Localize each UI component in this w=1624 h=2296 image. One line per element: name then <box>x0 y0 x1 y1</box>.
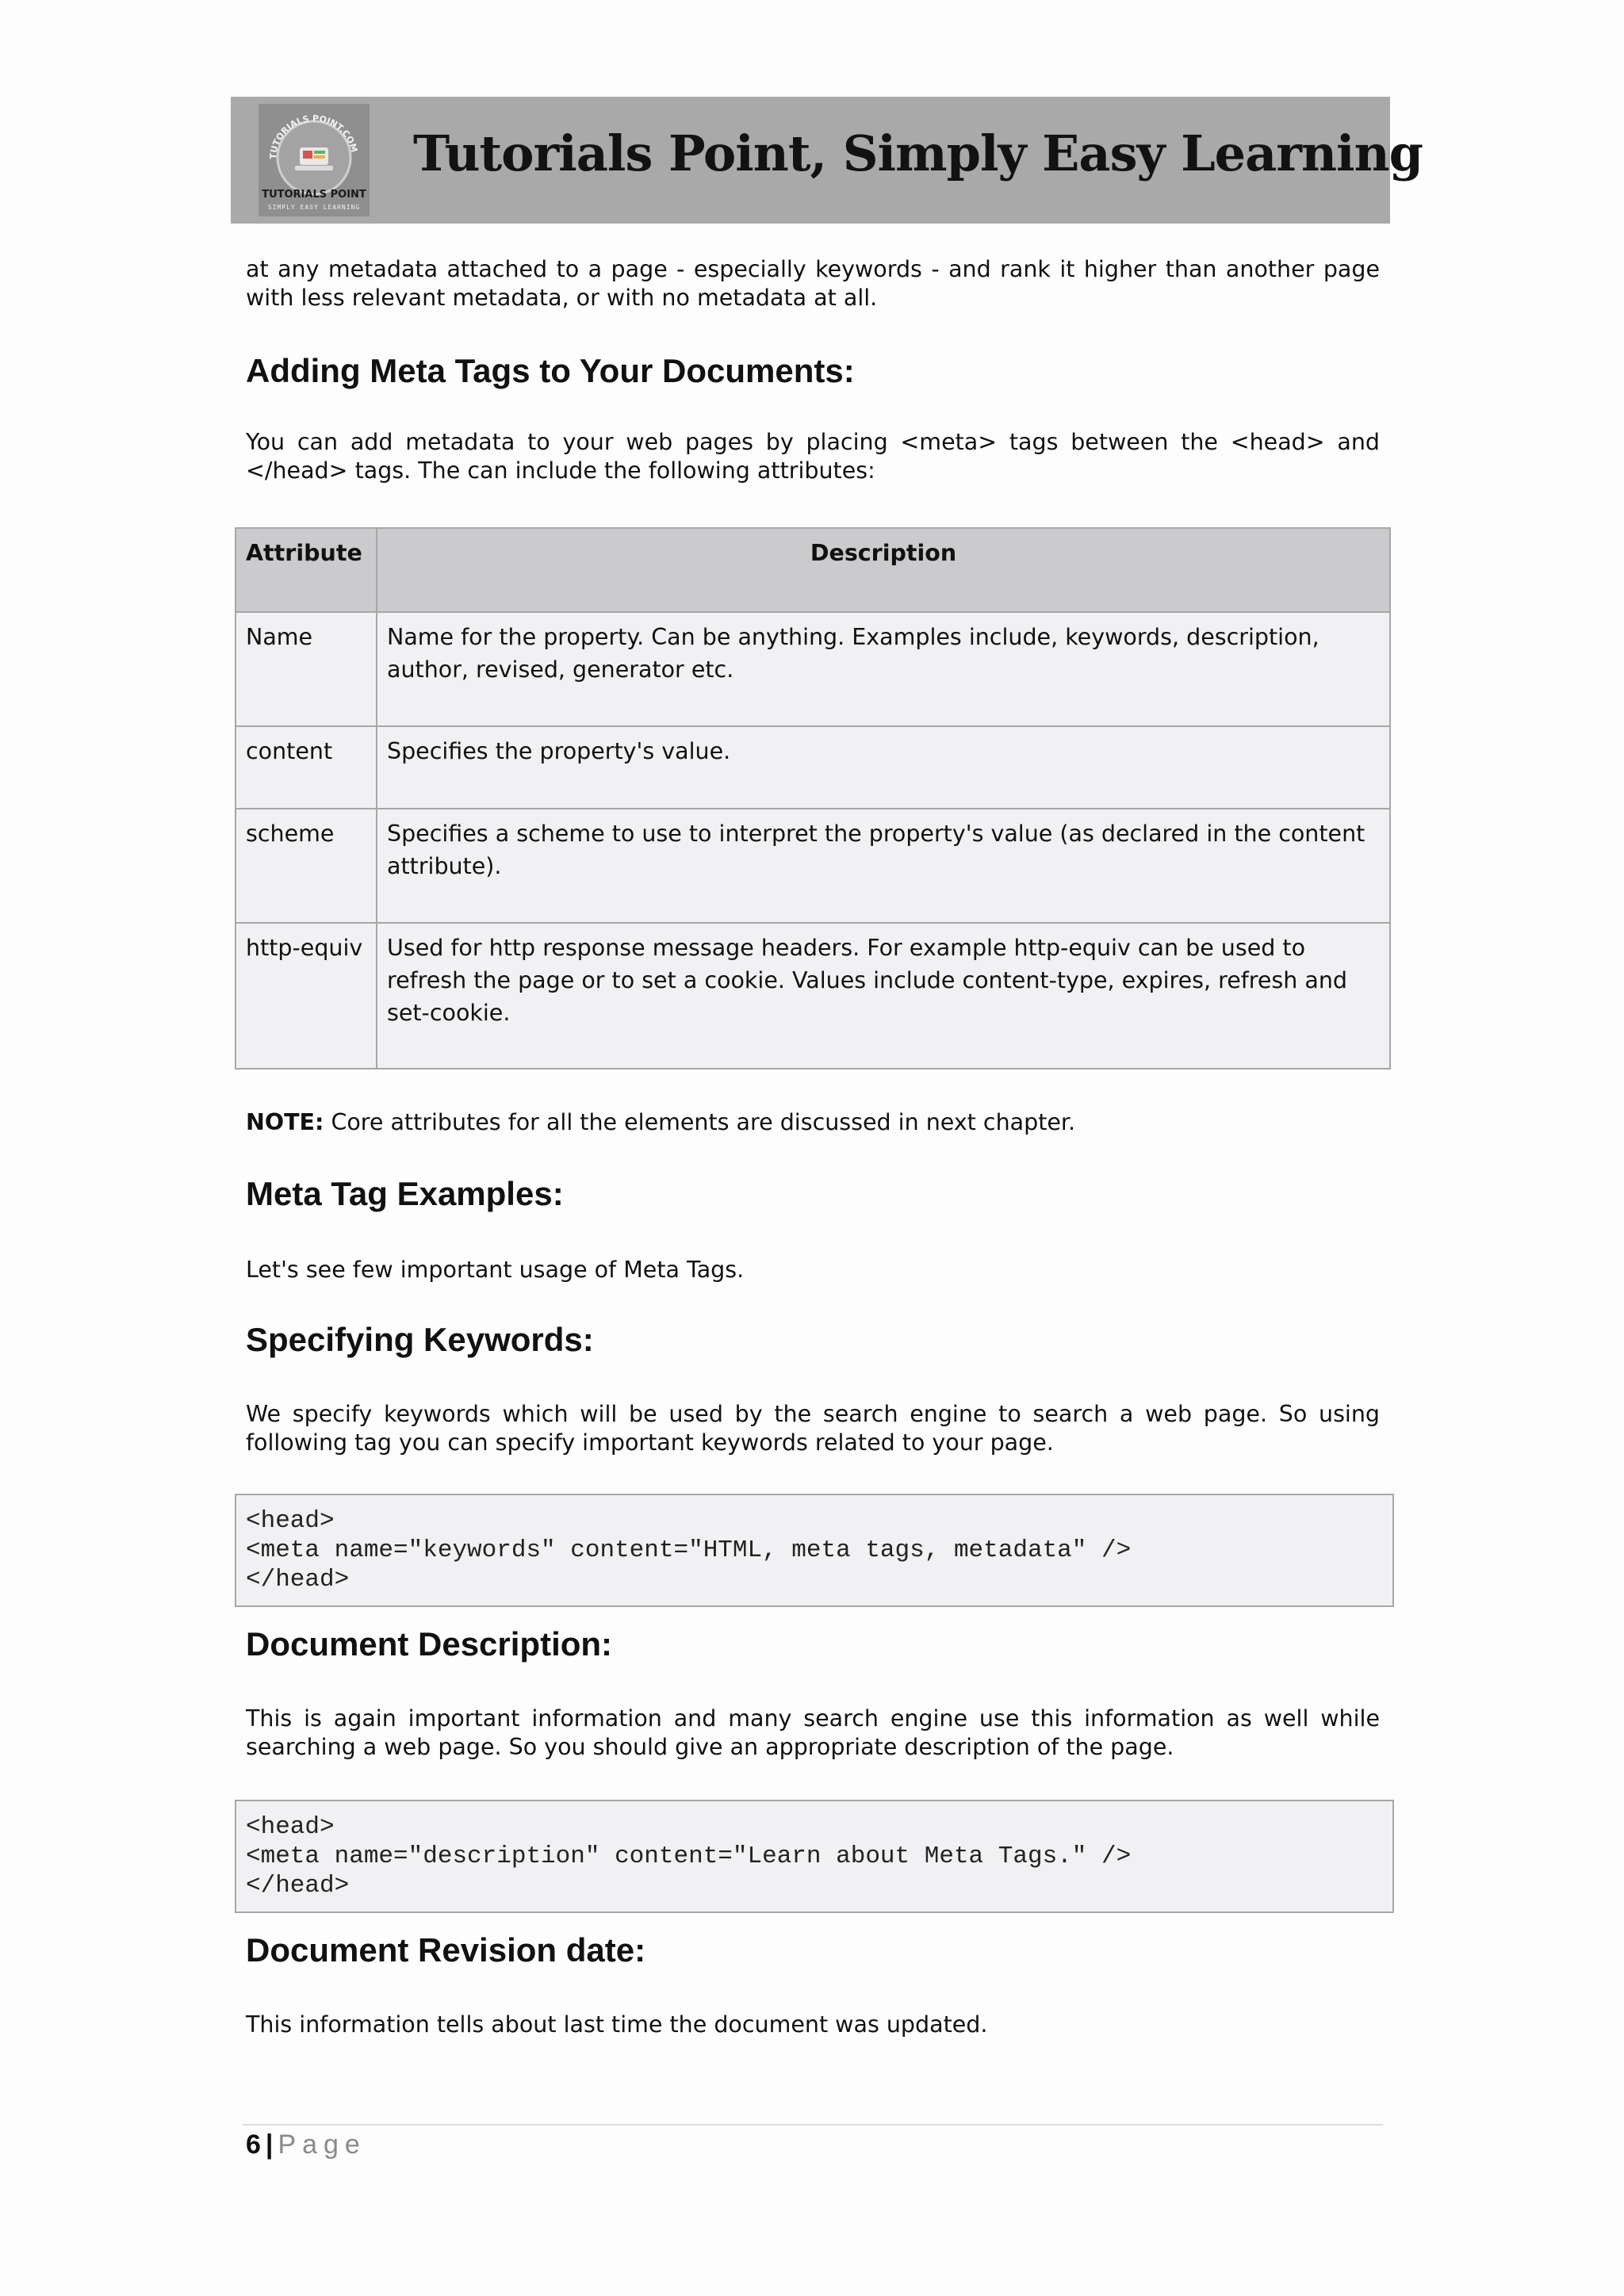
keywords-code-block: <head> <meta name="keywords" content="HTML, meta tags, metadata" /> </head> <box>235 1494 1394 1607</box>
note-text: Core attributes for all the elements are discussed in next chapter. <box>324 1109 1076 1135</box>
table-cell-attribute: http-equiv <box>236 923 377 1069</box>
adding-meta-tags-paragraph: You can add metadata to your web pages by placing <meta> tags between the <head> and </head> tags. The can include the following attributes: <box>246 429 1380 484</box>
heading-meta-tag-examples: Meta Tag Examples: <box>246 1175 564 1212</box>
description-code-block: <head> <meta name="description" content="Learn about Meta Tags." /> </head> <box>235 1800 1394 1913</box>
page-number: 6 <box>246 2130 261 2160</box>
logo-tagline: SIMPLY EASY LEARNING <box>267 204 361 211</box>
page-header <box>231 97 1423 224</box>
note-paragraph <box>246 1108 1380 1137</box>
table-cell-description: Specifies the property's value. <box>377 726 1390 809</box>
footer-divider <box>243 2124 1383 2126</box>
table-row <box>236 726 1390 809</box>
examples-paragraph: Let's see few important usage of Meta Tags. <box>246 1257 745 1283</box>
page-footer <box>246 2130 366 2160</box>
heading-document-description: Document Description: <box>246 1625 613 1663</box>
page-label: Page <box>278 2130 366 2160</box>
table-cell-attribute: Name <box>236 612 377 726</box>
table-header-row <box>236 528 1390 612</box>
table-cell-description: Name for the property. Can be anything. Examples include, keywords, description, author, revised, generator etc. <box>377 612 1390 726</box>
attributes-table <box>235 527 1391 1070</box>
revision-paragraph: This information tells about last time the document was updated. <box>246 2011 988 2038</box>
intro-paragraph: at any metadata attached to a page - especially keywords - and rank it higher than another page with less relevant metadata, or with no metadata at all. <box>246 256 1380 311</box>
note-label: NOTE: <box>246 1109 324 1135</box>
svg-text:TUTORIALS POINT.COM: TUTORIALS POINT.COM <box>267 113 360 160</box>
description-paragraph: This is again important information and many search engine use this information as well while searching a web page. So you should give an appropriate description of the page. <box>246 1705 1380 1760</box>
heading-specifying-keywords: Specifying Keywords: <box>246 1321 594 1358</box>
table-cell-attribute: content <box>236 726 377 809</box>
table-cell-description: Used for http response message headers. For example http-equiv can be used to refresh the page or to set a cookie. Values include content-type, expires, refresh and set-cookie. <box>377 923 1390 1069</box>
table-header-attribute: Attribute <box>236 528 377 612</box>
table-cell-attribute: scheme <box>236 809 377 923</box>
tutorials-point-logo <box>259 104 370 216</box>
table-row <box>236 612 1390 726</box>
header-title: Tutorials Point, Simply Easy Learning <box>413 124 1423 182</box>
table-header-description: Description <box>377 528 1390 612</box>
table-row <box>236 809 1390 923</box>
footer-separator: | <box>265 2130 274 2160</box>
heading-adding-meta-tags: Adding Meta Tags to Your Documents: <box>246 352 855 389</box>
table-row <box>236 923 1390 1069</box>
table-cell-description: Specifies a scheme to use to interpret the property's value (as declared in the content attribute). <box>377 809 1390 923</box>
keywords-paragraph: We specify keywords which will be used by the search engine to search a web page. So using following tag you can specify important keywords related to your page. <box>246 1401 1380 1456</box>
heading-document-revision-date: Document Revision date: <box>246 1931 646 1969</box>
logo-name: TUTORIALS POINT <box>262 189 366 201</box>
